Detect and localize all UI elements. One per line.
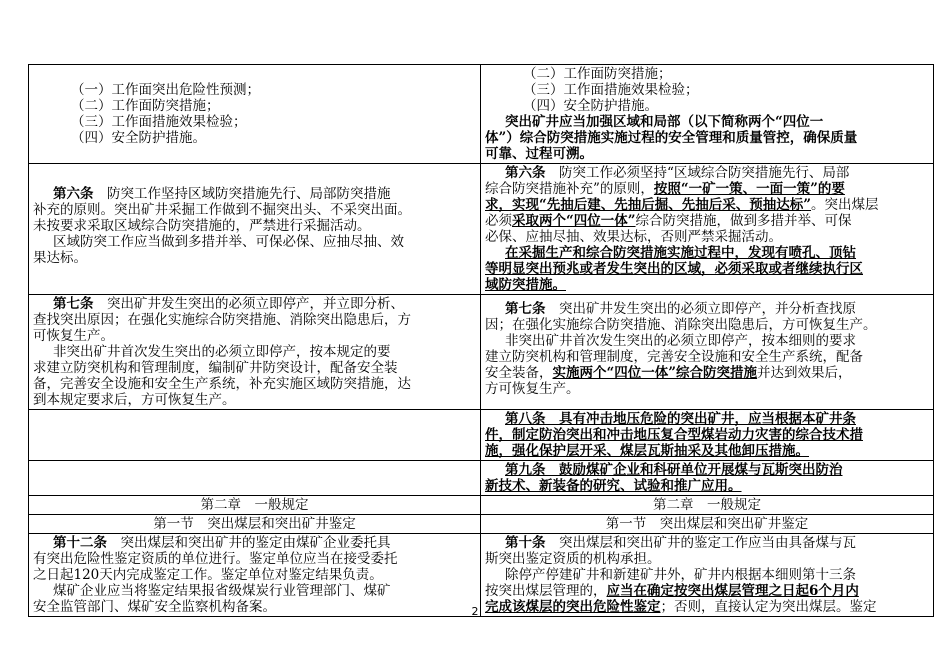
article-heading: 第七条: [53, 296, 94, 312]
article-heading: 第十二条: [53, 535, 107, 551]
paragraph-text: 突出矿井发生突出的必须立即停产，并分析查找原: [559, 301, 856, 317]
paragraph-line: 到本规定要求后，方可恢复生产。: [33, 392, 236, 408]
cell-right: [481, 295, 934, 410]
chapter-heading-right: 第二章 一般规定: [481, 496, 934, 515]
table-row: [29, 164, 934, 295]
paragraph-line: 建立防突机构和管理制度，完善安全设施和安全生产系统，配备: [485, 349, 863, 365]
cell-left: [29, 164, 481, 295]
paragraph-text: 按突出煤层管理的，: [485, 583, 607, 599]
highlight-line: 件，制定防治突出和冲击地压复合型煤岩动力灾害的综合技术措: [485, 427, 863, 443]
highlight-text: 完成该煤层的突出危险性鉴定: [485, 599, 661, 615]
cell-right: [481, 461, 934, 496]
cell-left: [29, 295, 481, 410]
paragraph-line: 非突出矿井首次发生突出的必须立即停产，按本规定的要: [53, 344, 391, 360]
cell-right: [481, 410, 934, 461]
table-row: [29, 496, 934, 515]
article-heading: 第六条: [53, 186, 94, 202]
paragraph-text: 并达到效果后，: [757, 365, 852, 381]
paragraph-line: 除停产停建矿井和新建矿井外，矿井内根据本细则第十三条: [505, 567, 856, 583]
cell-right: [481, 164, 934, 295]
paragraph-line: 可靠、过程可溯。: [485, 146, 593, 162]
highlight-line: 第九条 鼓励煤矿企业和科研单位开展煤与瓦斯突出防治: [505, 462, 843, 478]
paragraph-line: 可恢复生产。: [33, 328, 114, 344]
paragraph-line: 体”）综合防突措施实施过程的安全管理和质量管控，确保质量: [485, 130, 858, 146]
cell-left: [29, 65, 481, 164]
highlight-text: 采取两个“四位一体”: [512, 213, 636, 229]
highlight-line: 第八条 具有冲击地压危险的突出矿井，应当根据本矿井条: [505, 411, 856, 427]
paragraph-line: 未按要求采取区域综合防突措施的，严禁进行采掘活动。: [33, 218, 371, 234]
table-row: [29, 65, 934, 164]
paragraph-line: 安全监管部门、煤矿安全监察机构备案。: [33, 599, 276, 615]
article-heading: 第六条: [505, 165, 546, 181]
highlight-text: 应当在确定按突出煤层管理之日起6个月内: [606, 583, 859, 599]
cell-left-empty: [29, 461, 481, 496]
paragraph-text: ；否则，直接认定为突出煤层。鉴定: [660, 599, 877, 615]
highlight-line: 新技术、新装备的研究、试验和推广应用。: [485, 478, 742, 494]
paragraph-text: 突出煤层和突出矿井的鉴定由煤矿企业委托具: [120, 535, 391, 551]
paragraph-line: 因；在强化实施综合防突措施、消除突出隐患后，方可恢复生产。: [485, 317, 877, 333]
cell-right: [481, 65, 934, 164]
list-item: （三）工作面措施效果检验；: [71, 114, 247, 130]
highlight-text: 按照“一矿一策、一面一策”的要: [653, 181, 845, 197]
table-row: [29, 410, 934, 461]
highlight-text: 求，实现“先抽后建、先抽后掘、先抽后采、预抽达标”: [485, 197, 812, 213]
chapter-heading-left: 第二章 一般规定: [29, 496, 481, 515]
paragraph-line: 补充的原则。突出矿井采掘工作做到不掘突出头、不采突出面。: [33, 202, 411, 218]
section-heading-right: 第一节 突出煤层和突出矿井鉴定: [481, 515, 934, 534]
highlight-line: 域防突措施。: [485, 277, 566, 293]
article-heading: 第七条: [505, 301, 546, 317]
table-row: [29, 461, 934, 496]
paragraph-line: 有突出危险性鉴定资质的单位进行。鉴定单位应当在接受委托: [33, 551, 398, 567]
paragraph-text: 综合防突措施补充”的原则，: [485, 181, 654, 197]
paragraph-line: 区域防突工作应当做到多措并举、可保必保、应抽尽抽、效: [53, 234, 404, 250]
comparison-table: [28, 64, 934, 617]
list-item: （一）工作面突出危险性预测；: [71, 82, 260, 98]
paragraph-line: 煤矿企业应当将鉴定结果报省级煤炭行业管理部门、煤矿: [53, 583, 391, 599]
list-item: （三）工作面措施效果检验；: [523, 82, 699, 98]
list-item: （二）工作面防突措施；: [71, 98, 220, 114]
paragraph-text: 突出矿井发生突出的必须立即停产，并立即分析、: [107, 296, 404, 312]
highlight-line: 等明显突出预兆或者发生突出的区域，必须采取或者继续执行区: [485, 261, 863, 277]
table-row: [29, 295, 934, 410]
paragraph-text: 综合防突措施，做到多措并举、可保: [635, 213, 852, 229]
cell-left-empty: [29, 410, 481, 461]
list-item: （四）安全防护措施。: [523, 98, 658, 114]
paragraph-text: 必须: [485, 213, 512, 229]
table-row: [29, 515, 934, 534]
list-item: （四）安全防护措施。: [71, 130, 206, 146]
paragraph-line: 非突出矿井首次发生突出的必须立即停产，按本细则的要求: [505, 333, 856, 349]
paragraph-line: 方可恢复生产。: [485, 381, 580, 397]
highlight-line: 在采掘生产和综合防突措施实施过程中，发现有喷孔、顶钻: [505, 245, 856, 261]
paragraph-text: 防突工作必须坚持“区域综合防突措施先行、局部: [559, 165, 850, 181]
paragraph-line: 突出矿井应当加强区域和局部（以下简称两个“四位一: [505, 114, 824, 130]
list-item: （二）工作面防突措施；: [523, 66, 672, 82]
section-heading-left: 第一节 突出煤层和突出矿井鉴定: [29, 515, 481, 534]
highlight-line: 施，强化保护层开采、煤层瓦斯抽采及其他卸压措施。: [485, 443, 809, 459]
paragraph-line: 之日起120天内完成鉴定工作。鉴定单位对鉴定结果负责。: [33, 567, 383, 583]
paragraph-text: 安全装备，: [485, 365, 553, 381]
paragraph-text: 防突工作坚持区域防突措施先行、局部防突措施: [107, 186, 391, 202]
paragraph-line: 斯突出鉴定资质的机构承担。: [485, 551, 661, 567]
paragraph-line: 必保、应抽尽抽、效果达标，否则严禁采掘活动。: [485, 229, 782, 245]
article-heading: 第十条: [505, 535, 546, 551]
paragraph-line: 备，完善安全设施和安全生产系统，补充实施区域防突措施，达: [33, 376, 411, 392]
paragraph-text: 突出煤层和突出矿井的鉴定工作应当由具备煤与瓦: [559, 535, 856, 551]
paragraph-line: 果达标。: [33, 250, 87, 266]
highlight-text: 实施两个“四位一体”综合防突措施: [552, 365, 758, 381]
paragraph-line: 查找突出原因；在强化实施综合防突措施、消除突出隐患后，方: [33, 312, 411, 328]
page-number: 2: [471, 605, 479, 618]
paragraph-line: 求建立防突机构和管理制度，编制矿井防突设计，配备安全装: [33, 360, 398, 376]
paragraph-text: 。突出煤层: [811, 197, 879, 213]
